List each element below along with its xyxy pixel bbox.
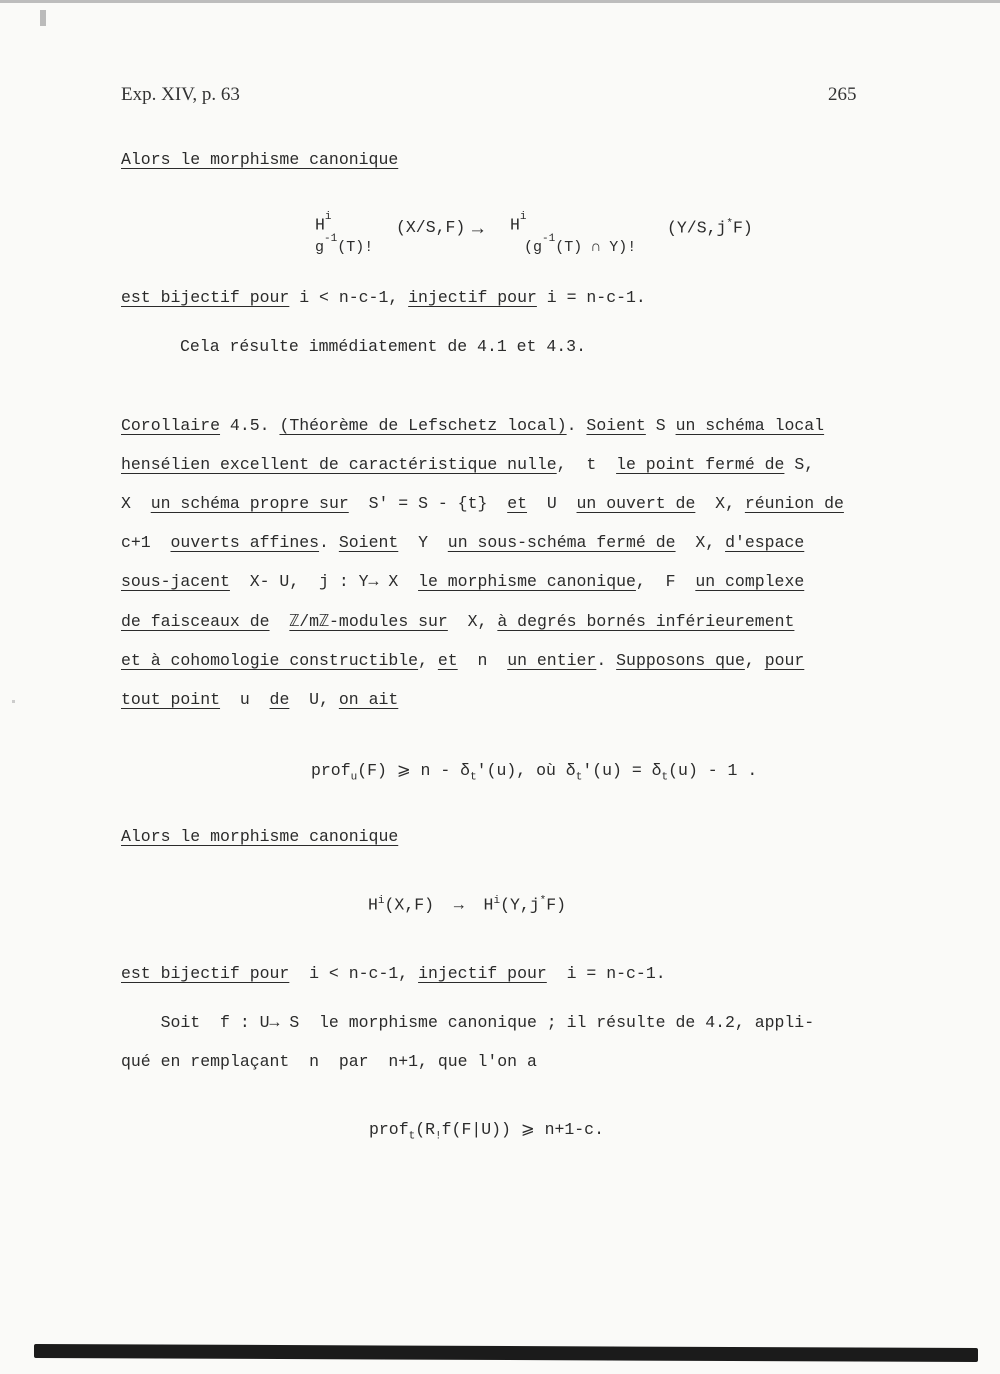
corollary-line-1: Corollaire 4.5. (Théorème de Lefschetz local). Soient S un schéma local [121, 416, 825, 435]
bijective-line-1: est bijectif pour i < n-c-1, injectif pour i = n-c-1. [121, 288, 646, 307]
equation-1-rhs-args: (Y/S,j*F) [667, 218, 753, 238]
corollary-line-8: tout point u de U, on ait [121, 690, 399, 709]
equation-1-rhs-subscript: ($g^{-1}(T)$ ∩ Y)! [524, 233, 637, 256]
alors-line-2: Alors le morphisme canonique [121, 827, 399, 846]
corollary-line-5: sous-jacent X- U, j : Y→ X le morphisme canonique, F un complexe [121, 572, 805, 591]
arrow-icon: → [472, 218, 484, 240]
corollary-line-6: de faisceaux de ℤ/mℤ-modules sur X, à degrés bornés inférieurement [121, 612, 795, 631]
corollary-line-2: hensélien excellent de caractéristique nulle, t le point fermé de S, [121, 455, 815, 474]
corollary-line-4: c+1 ouverts affines. Soient Y un sous-schéma fermé de X, d'espace [121, 533, 805, 552]
scan-mark [40, 10, 46, 26]
equation-4: $prof_t(R_!f(F|U))$ ⩾ n+1-c. [369, 1120, 604, 1143]
corollary-line-7: et à cohomologie constructible, et n un entier. Supposons que, pour [121, 651, 805, 670]
corollary-line-3: X un schéma propre sur S' = S - {t} et U un ouvert de X, réunion de [121, 494, 844, 513]
equation-1-rhs: $H^i$ [510, 211, 527, 235]
equation-3: $H^i(X,F) \to H^i(Y,j^*F)$ [368, 895, 567, 915]
alors-line-1: Alors le morphisme canonique [121, 150, 399, 169]
equation-1-lhs-subscript: $g^{-1}(T)$! [315, 233, 374, 256]
bijective-line-2: est bijectif pour i < n-c-1, injectif pour i = n-c-1. [121, 964, 666, 983]
running-header: Exp. XIV, p. 63 [121, 84, 240, 105]
scan-bottom-bar [34, 1344, 978, 1362]
soit-line-2: qué en remplaçant n par n+1, que l'on a [121, 1052, 537, 1071]
page-number: 265 [828, 84, 857, 105]
top-border [0, 0, 1000, 3]
equation-1: $H^i$ [315, 211, 332, 235]
equation-2: prof$_u$(F) ⩾ n - $\delta_t'(u)$, où $\delta_t'(u) = \delta_t(u) - 1$ . [311, 761, 758, 784]
cela-line: Cela résulte immédiatement de 4.1 et 4.3. [180, 337, 586, 356]
scan-speck [12, 700, 15, 703]
soit-line-1: Soit f : U→ S le morphisme canonique ; il résulte de 4.2, appli- [121, 1013, 815, 1032]
equation-1-lhs-args: (X/S,F) [396, 218, 466, 237]
